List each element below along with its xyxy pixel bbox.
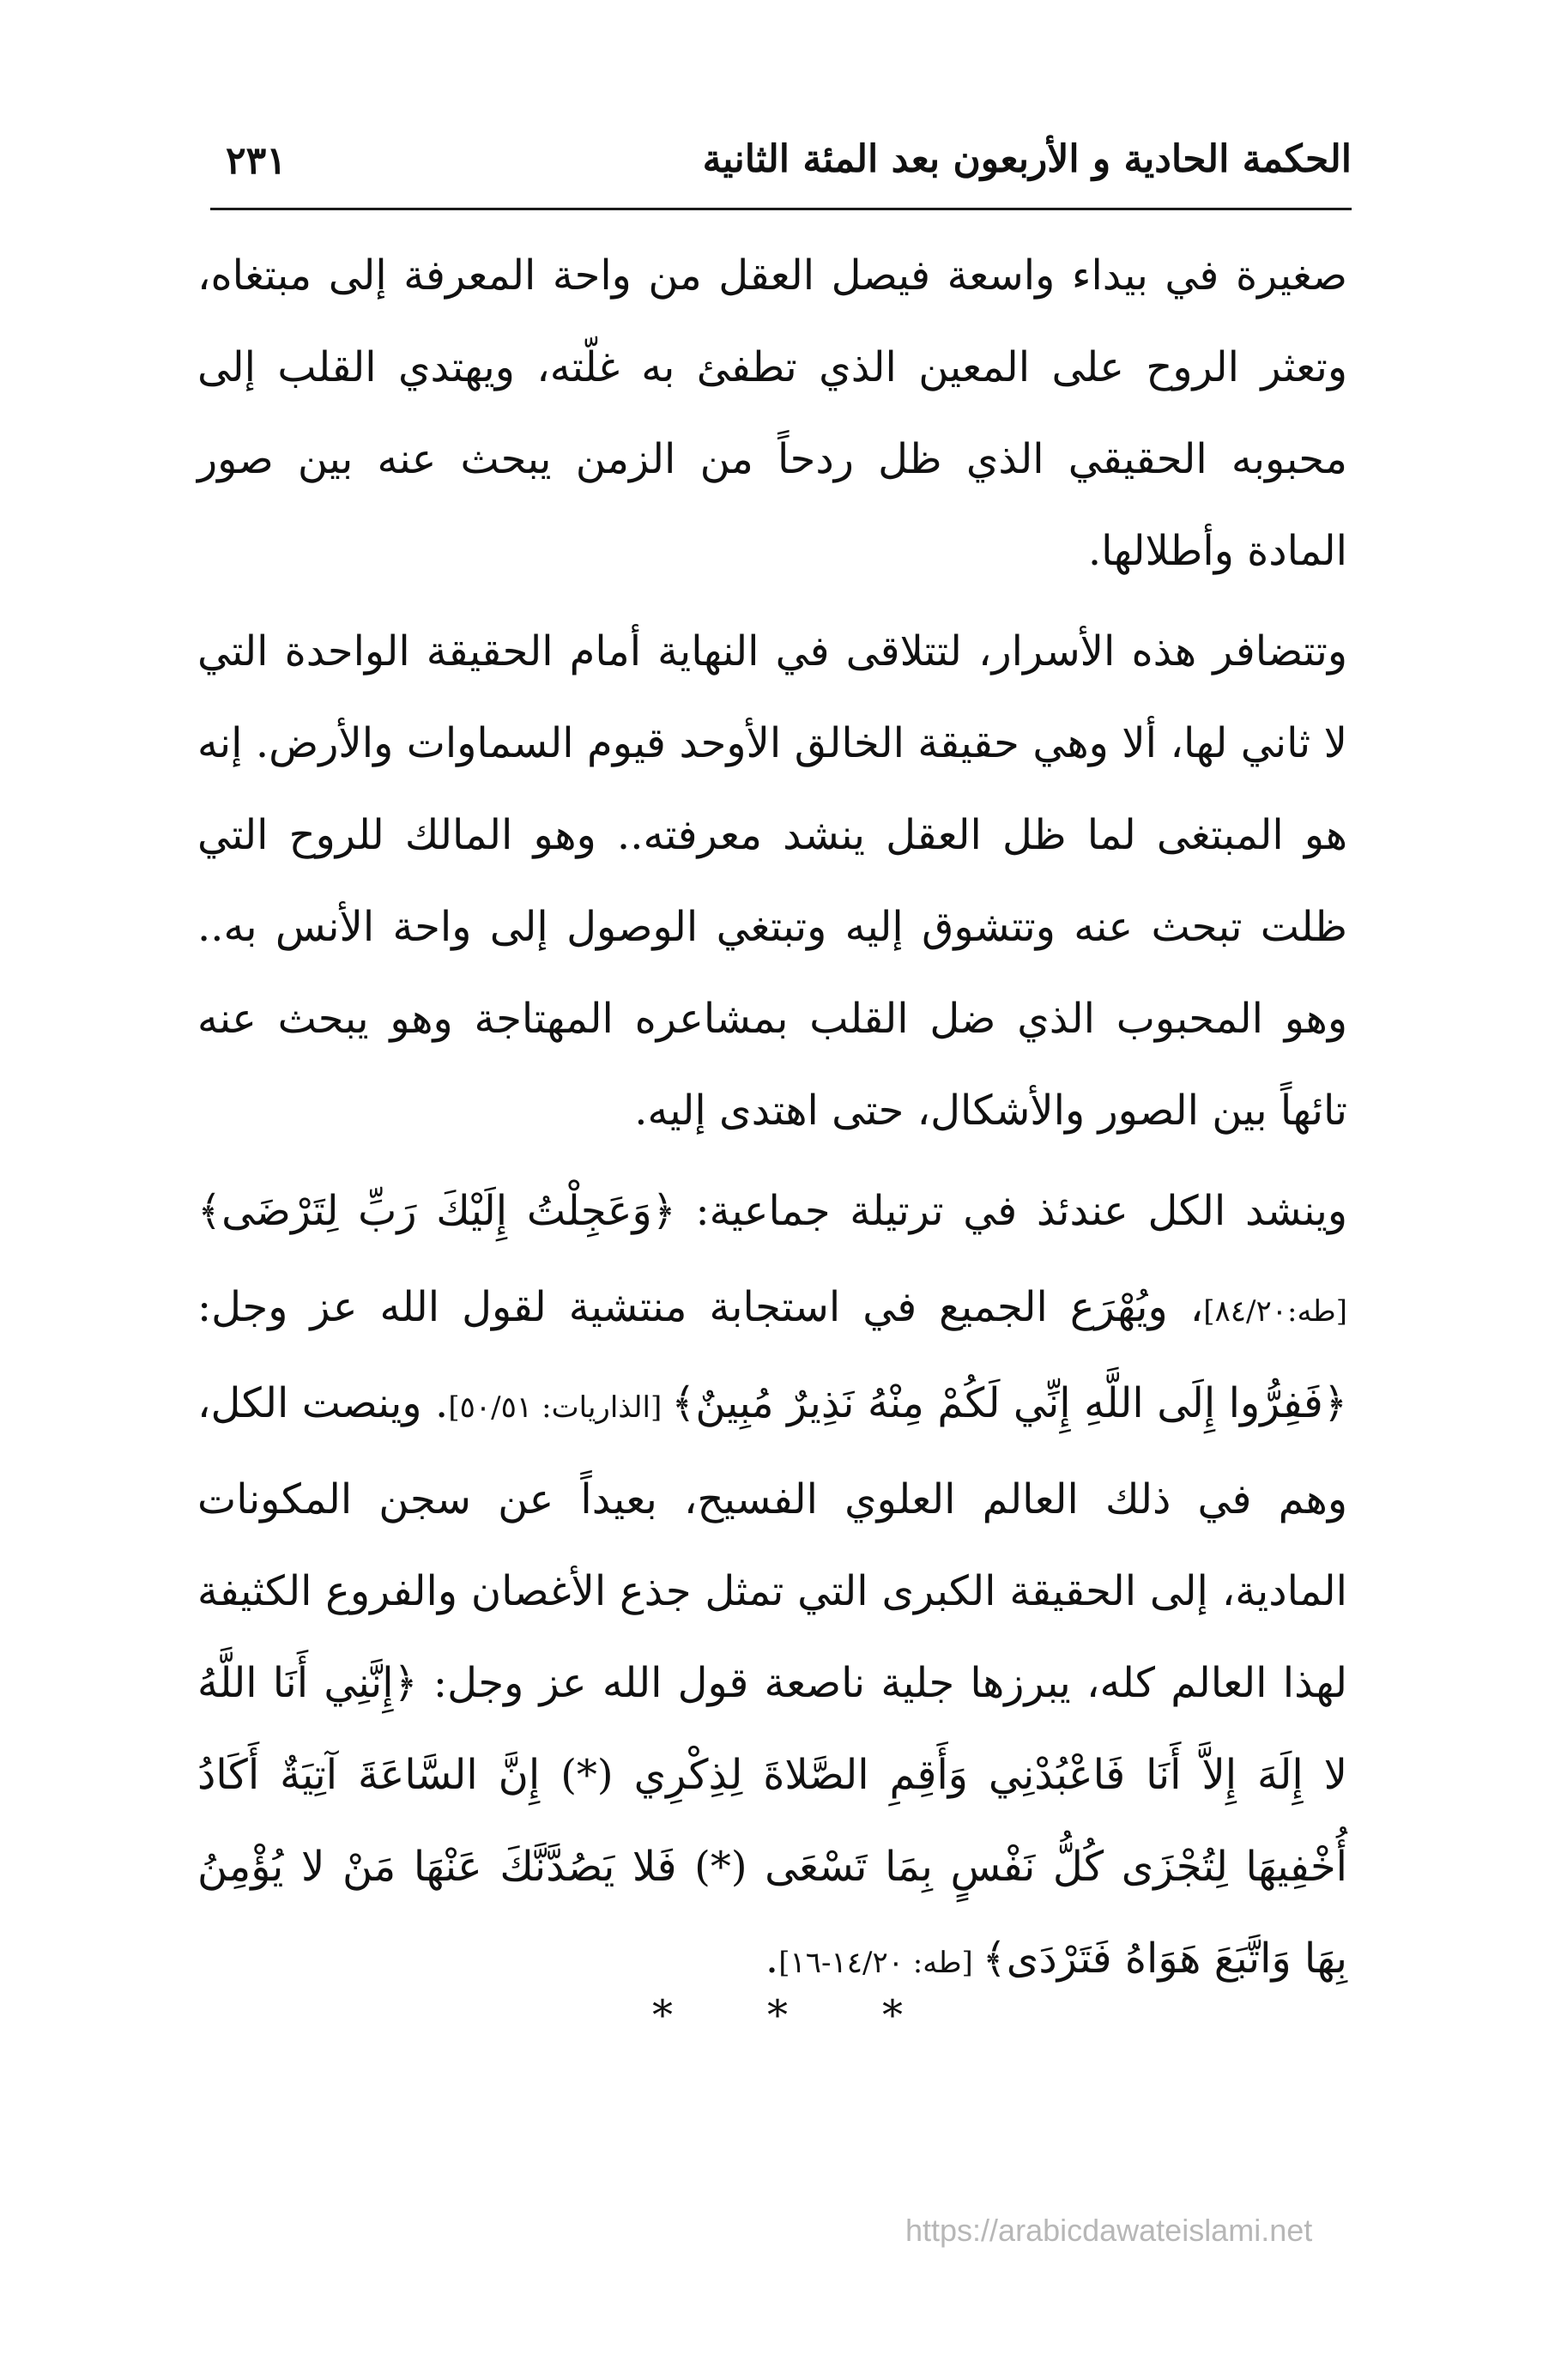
separator-star: * xyxy=(652,1991,673,2039)
running-title: الحكمة الحادية و الأربعون بعد المئة الثانية xyxy=(702,137,1352,181)
page-body xyxy=(197,230,1347,2009)
header-rule xyxy=(210,208,1352,210)
separator-star: * xyxy=(882,1991,903,2039)
watermark-url: https://arabicdawateislami.net xyxy=(905,2213,1313,2248)
paragraph-2: وتتضافر هذه الأسرار، لتتلاقى في النهاية أمام الحقيقة الواحدة التي لا ثاني لها، ألا وهي حقيقة الخالق الأوحد قيوم السماوات والأرض. إنه هو المبتغى لما ظل العقل ينشد معرفته.. وهو المالك للروح التي ظلت تبحث عنه وتتشوق إليه وتبتغي الوصول إلى واحة الأنس به.. وهو المحبوب الذي ضل القلب بمشاعره المهتاجة وهو يبحث عنه تائهاً بين الصور والأشكال، حتى اهتدى إليه. xyxy=(197,627,1348,1135)
section-separator xyxy=(0,1991,1555,2039)
verse-reference-2: [الذاريات: ٥٠/٥١] xyxy=(448,1390,672,1425)
verse-reference-1: [طه:٨٤/٢٠] xyxy=(1203,1294,1347,1329)
quran-verse-2: ﴿فَفِرُّوا إِلَى اللَّهِ إِنِّي لَكُمْ مِنْهُ نَذِيرٌ مُبِينٌ﴾ xyxy=(671,1379,1347,1427)
verse-reference-3: [طه: ١٤/٢٠-١٦] xyxy=(778,1946,983,1980)
quran-verse-3: ﴿إِنَّنِي أَنَا اللَّهُ لا إِلَهَ إِلاَّ أَنَا فَاعْبُدْنِي وَأَقِمِ الصَّلاةَ لِذِكْرِي (*) إِنَّ السَّاعَةَ آتِيَةٌ أَكَادُ أُخْفِيهَا لِتُجْزَى كُلُّ نَفْسٍ بِمَا تَسْعَى (*) فَلا يَصُدَّنَّكَ عَنْهَا مَنْ لا يُؤْمِنُ بِهَا وَاتَّبَعَ هَوَاهُ فَتَرْدَى﴾ xyxy=(197,1659,1347,1983)
paragraph-3-text-1: وينشد الكل عندئذ في ترتيلة جماعية: xyxy=(675,1187,1347,1235)
paragraph-3-text-2: ، ويُهْرَع الجميع في استجابة منتشية لقول الله عز وجل: xyxy=(197,1283,1204,1331)
paragraph-3 xyxy=(197,1166,1347,2009)
page-header xyxy=(210,129,1352,206)
paragraph-3-text-3: . وينصت الكل، وهم في ذلك العالم العلوي الفسيح، بعيداً عن سجن المكونات المادية، إلى الحقيقة الكبرى التي تمثل جذع الأغصان والفروع الكثيفة لهذا العالم كله، يبرزها جلية ناصعة قول الله عز وجل: xyxy=(197,1379,1348,1707)
page-number: ٢٣١ xyxy=(226,139,287,183)
separator-star: * xyxy=(767,1991,788,2039)
paragraph-1: صغيرة في بيداء واسعة فيصل العقل من واحة المعرفة إلى مبتغاه، وتعثر الروح على المعين الذي تطفئ به غلّته، ويهتدي القلب إلى محبوبه الحقيقي الذي ظل ردحاً من الزمن يبحث عنه بين صور المادة وأطلالها. xyxy=(197,251,1347,575)
quran-verse-1: ﴿وَعَجِلْتُ إِلَيْكَ رَبِّ لِتَرْضَى﴾ xyxy=(197,1187,676,1235)
paragraph-3-text-4: . xyxy=(765,1935,779,1983)
